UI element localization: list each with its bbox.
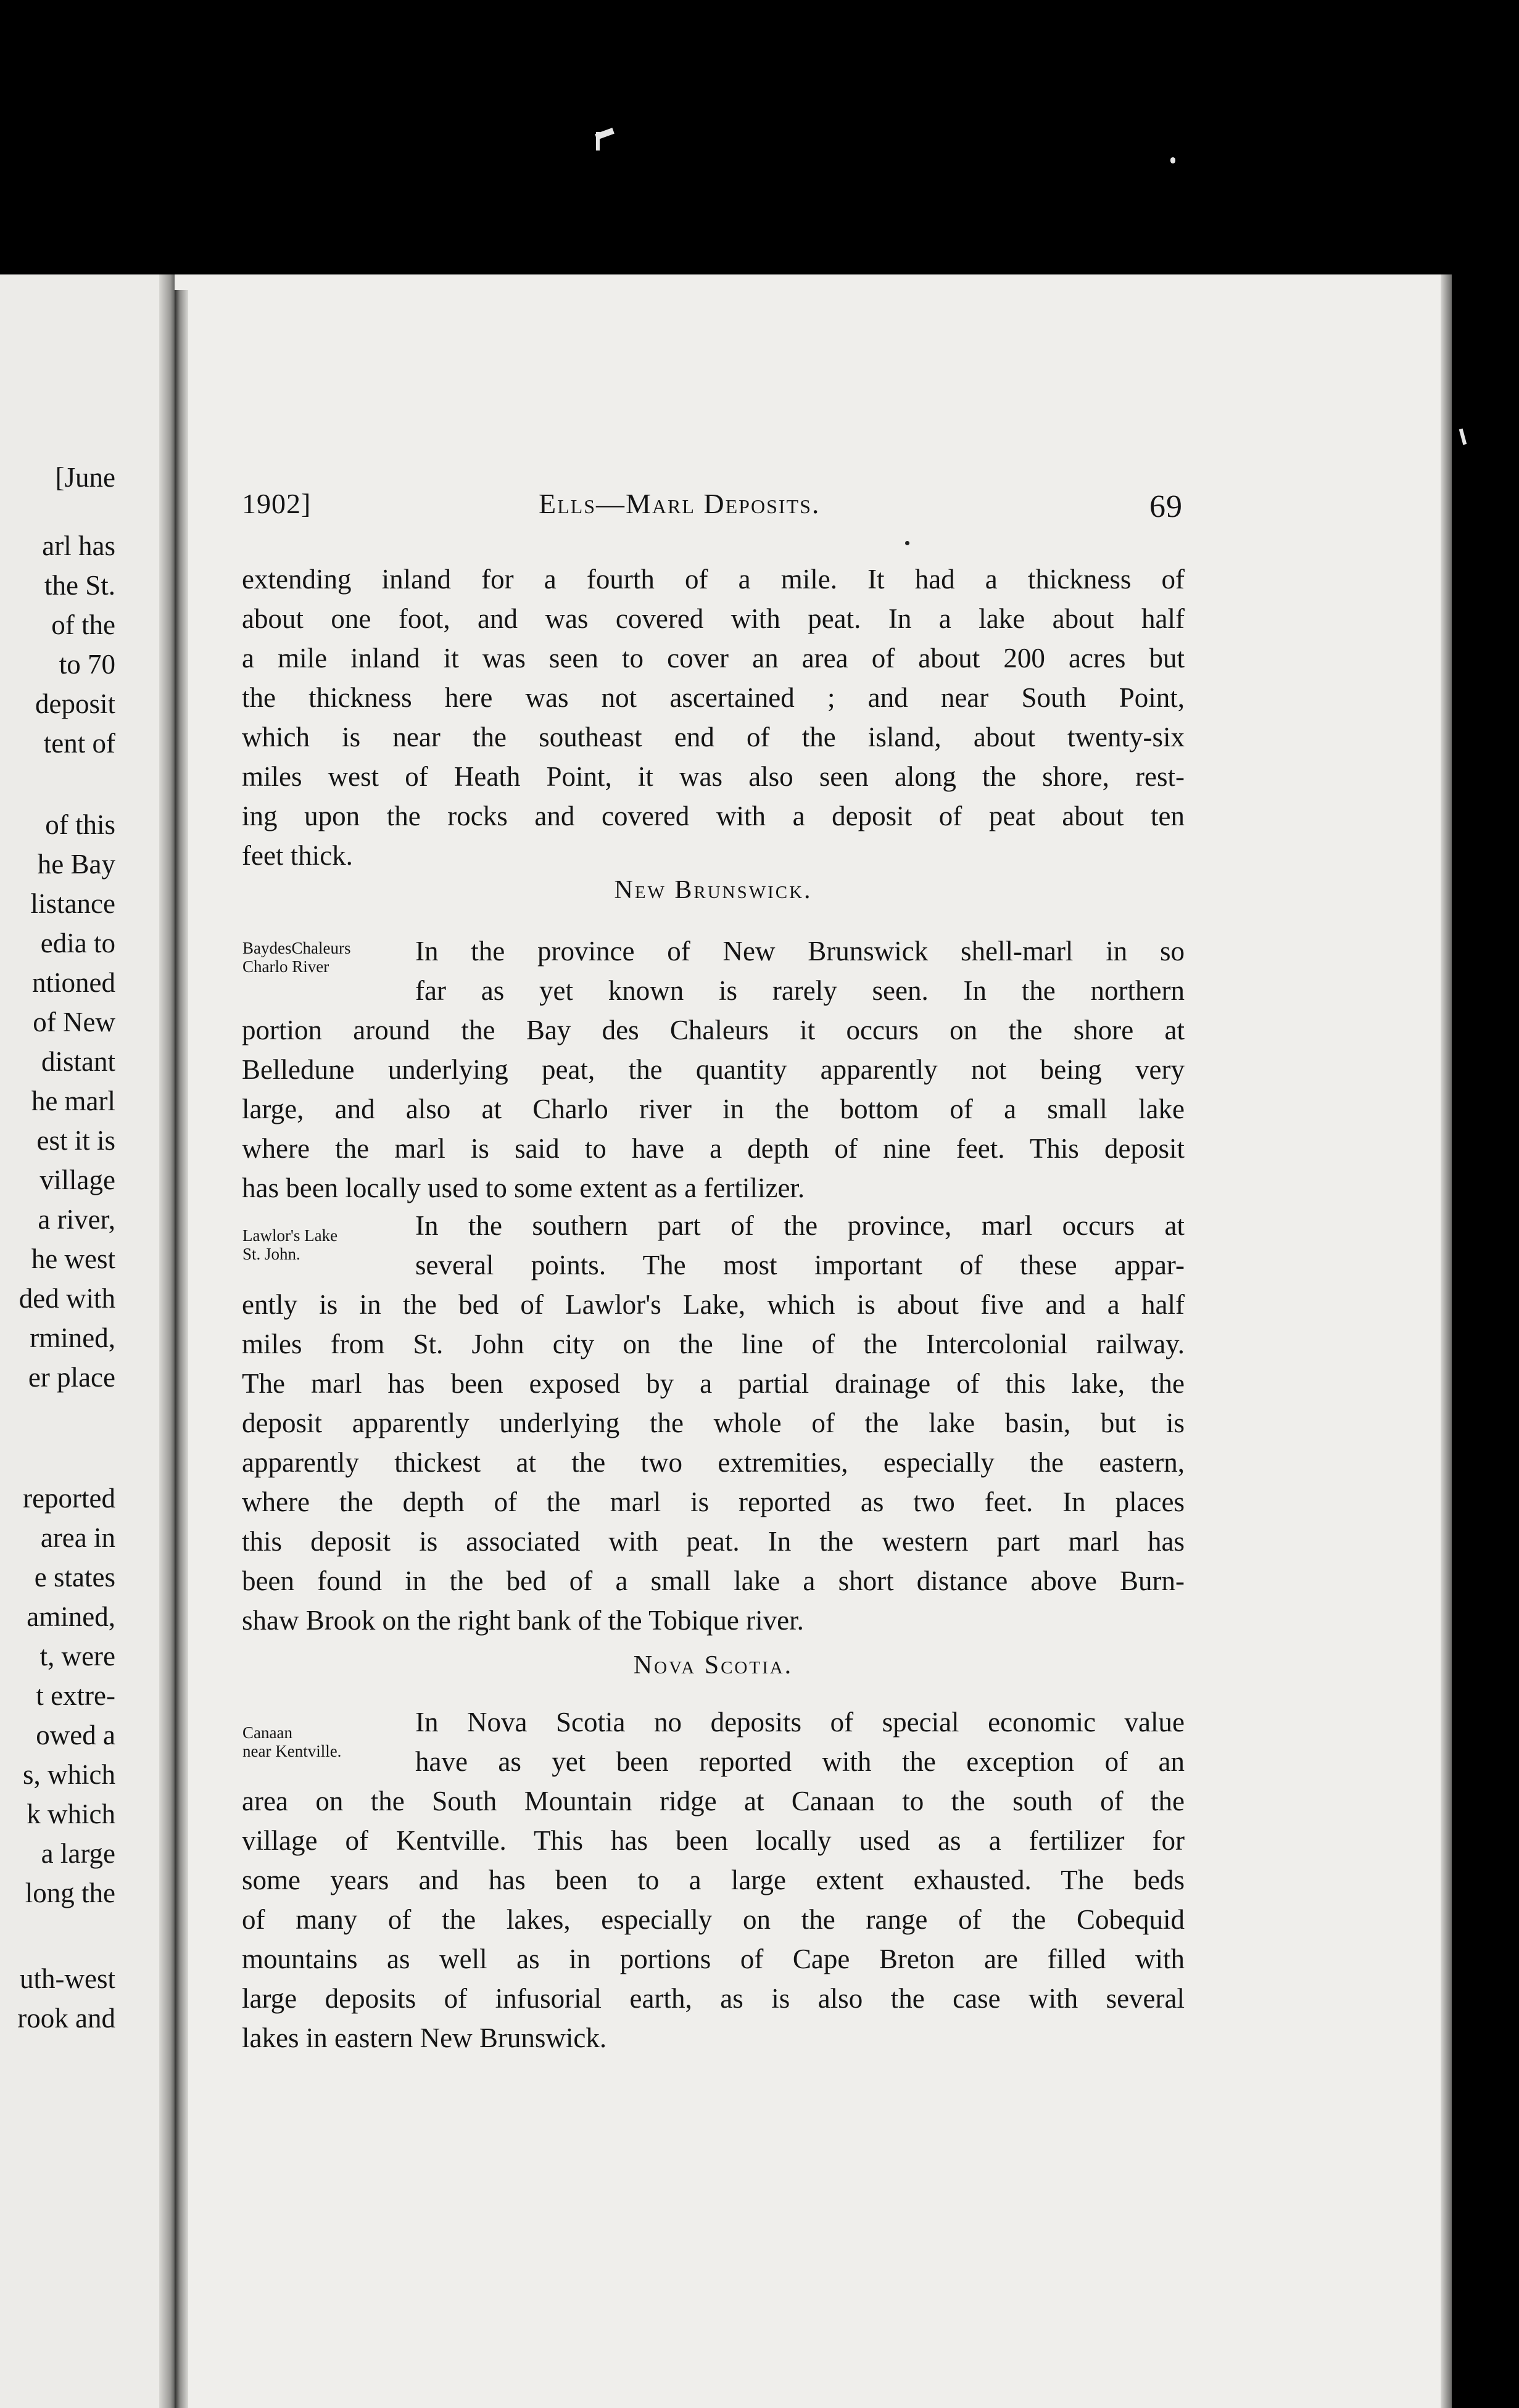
facing-page-line: the St. (44, 570, 115, 601)
body-line: extending inland for a fourth of a mile. It had a thickness of (242, 564, 1185, 595)
body-line: has been locally used to some extent as a fertilizer. (242, 1173, 805, 1203)
sidenote-line: Canaan (242, 1723, 292, 1742)
scan-speck (1459, 429, 1467, 445)
sidenote-line: Charlo River (242, 957, 329, 976)
body-line: which is near the southeast end of the island, about twenty-six (242, 722, 1185, 752)
body-line: mountains as well as in portions of Cape Breton are filled with (242, 1944, 1185, 1974)
sidenote-lawlors-lake (242, 1226, 337, 1263)
facing-page-line: est it is (36, 1125, 115, 1156)
facing-page-line: deposit (35, 688, 115, 719)
facing-page-line: tent of (43, 728, 115, 759)
facing-page-line: k which (27, 1799, 115, 1829)
body-line: where the depth of the marl is reported as two feet. In places (242, 1486, 1185, 1517)
sidenote-bay-des-chaleurs (242, 939, 350, 976)
sidenote-canaan (242, 1723, 341, 1760)
body-line: deposit apparently underlying the whole of the lake basin, but is (242, 1408, 1185, 1438)
page-number: 69 (1149, 489, 1183, 524)
facing-page-line: area in (40, 1522, 115, 1553)
facing-page-line: he west (31, 1243, 115, 1274)
facing-page-line: village (39, 1165, 115, 1195)
facing-page-line: edia to (40, 928, 115, 959)
body-line: In the province of New Brunswick shell-marl in so (415, 936, 1185, 967)
facing-page-line: rook and (17, 2003, 115, 2034)
body-line: the thickness here was not ascertained ; and near South Point, (242, 682, 1185, 713)
body-line: of many of the lakes, especially on the range of the Cobequid (242, 1904, 1185, 1935)
facing-page-line: uth-west (20, 1963, 115, 1994)
facing-page-line: rmined, (30, 1322, 115, 1353)
body-line: been found in the bed of a small lake a short distance above Burn- (242, 1565, 1185, 1596)
facing-page-line: to 70 (59, 649, 115, 680)
body-line: feet thick. (242, 840, 353, 871)
body-line: about one foot, and was covered with peat. In a lake about half (242, 603, 1185, 634)
facing-page-line: er place (28, 1362, 115, 1393)
left-facing-page (0, 274, 168, 2408)
body-line: far as yet known is rarely seen. In the northern (415, 975, 1185, 1006)
sidenote-line: BaydesChaleurs (242, 939, 351, 957)
body-line: ently is in the bed of Lawlor's Lake, which is about five and a half (242, 1289, 1185, 1320)
body-line: ing upon the rocks and covered with a deposit of peat about ten (242, 801, 1185, 831)
scan-speck (596, 132, 600, 150)
sidenote-line: Lawlor's Lake (242, 1226, 338, 1245)
facing-page-line: he Bay (37, 849, 115, 880)
page-gutter (175, 290, 188, 2408)
header-title: —Marl Deposits. (596, 488, 821, 519)
running-header-year: 1902] (242, 488, 312, 519)
facing-page-line: of this (45, 809, 115, 840)
facing-page-line: arl has (42, 530, 115, 561)
body-line: lakes in eastern New Brunswick. (242, 2022, 607, 2053)
facing-page-line: listance (30, 888, 115, 919)
body-line: portion around the Bay des Chaleurs it occurs on the shore at (242, 1015, 1185, 1045)
facing-page-line: ntioned (32, 967, 115, 998)
body-line: this deposit is associated with peat. In the western part marl has (242, 1526, 1185, 1557)
header-author: Ells (539, 488, 596, 519)
body-line: large, and also at Charlo river in the bottom of a small lake (242, 1094, 1185, 1124)
facing-page-line: amined, (27, 1601, 115, 1632)
facing-page-line: distant (41, 1046, 115, 1077)
facing-page-line: [June (55, 462, 115, 493)
section-heading-nova-scotia: Nova Scotia. (633, 1651, 793, 1680)
facing-page-line: a large (41, 1838, 115, 1869)
facing-page-line: he marl (31, 1086, 115, 1116)
body-line: area on the South Mountain ridge at Canaan to the south of the (242, 1786, 1185, 1816)
body-line: a mile inland it was seen to cover an area of about 200 acres but (242, 643, 1185, 674)
facing-page-line: of the (51, 609, 115, 640)
body-line: shaw Brook on the right bank of the Tobique river. (242, 1605, 804, 1636)
body-line: miles from St. John city on the line of the Intercolonial railway. (242, 1329, 1185, 1359)
facing-page-line: s, which (23, 1759, 115, 1790)
body-line: have as yet been reported with the exception of an (415, 1746, 1185, 1777)
dot-mark (905, 541, 909, 545)
body-line: several points. The most important of these appar- (415, 1250, 1185, 1280)
facing-page-line: t, were (39, 1641, 115, 1672)
sidenote-line: near Kentville. (242, 1742, 342, 1760)
facing-page-line: owed a (36, 1720, 115, 1750)
body-line: where the marl is said to have a depth of nine feet. This deposit (242, 1133, 1185, 1164)
body-line: Belledune underlying peat, the quantity apparently not being very (242, 1054, 1185, 1085)
facing-page-line: long the (25, 1878, 115, 1908)
body-line: miles west of Heath Point, it was also seen along the shore, rest- (242, 761, 1185, 792)
scan-speck (1170, 157, 1175, 163)
facing-page-line: t extre- (36, 1680, 115, 1711)
right-page-edge (1441, 274, 1452, 2408)
section-heading-new-brunswick: New Brunswick. (614, 876, 813, 904)
body-line: some years and has been to a large extent exhausted. The beds (242, 1865, 1185, 1895)
facing-page-line: ded with (19, 1283, 115, 1314)
facing-page-line: reported (23, 1483, 115, 1514)
body-line: village of Kentville. This has been locally used as a fertilizer for (242, 1825, 1185, 1856)
body-line: The marl has been exposed by a partial drainage of this lake, the (242, 1368, 1185, 1399)
running-header-title (539, 487, 820, 520)
facing-page-line: e states (34, 1562, 115, 1593)
body-line: In the southern part of the province, marl occurs at (415, 1210, 1185, 1241)
body-line: large deposits of infusorial earth, as is also the case with several (242, 1983, 1185, 2014)
facing-page-line: a river, (38, 1204, 115, 1235)
sidenote-line: St. John. (242, 1245, 300, 1263)
body-line: apparently thickest at the two extremities, especially the eastern, (242, 1447, 1185, 1478)
facing-page-line: of New (33, 1007, 115, 1037)
body-line: In Nova Scotia no deposits of special economic value (415, 1707, 1185, 1738)
